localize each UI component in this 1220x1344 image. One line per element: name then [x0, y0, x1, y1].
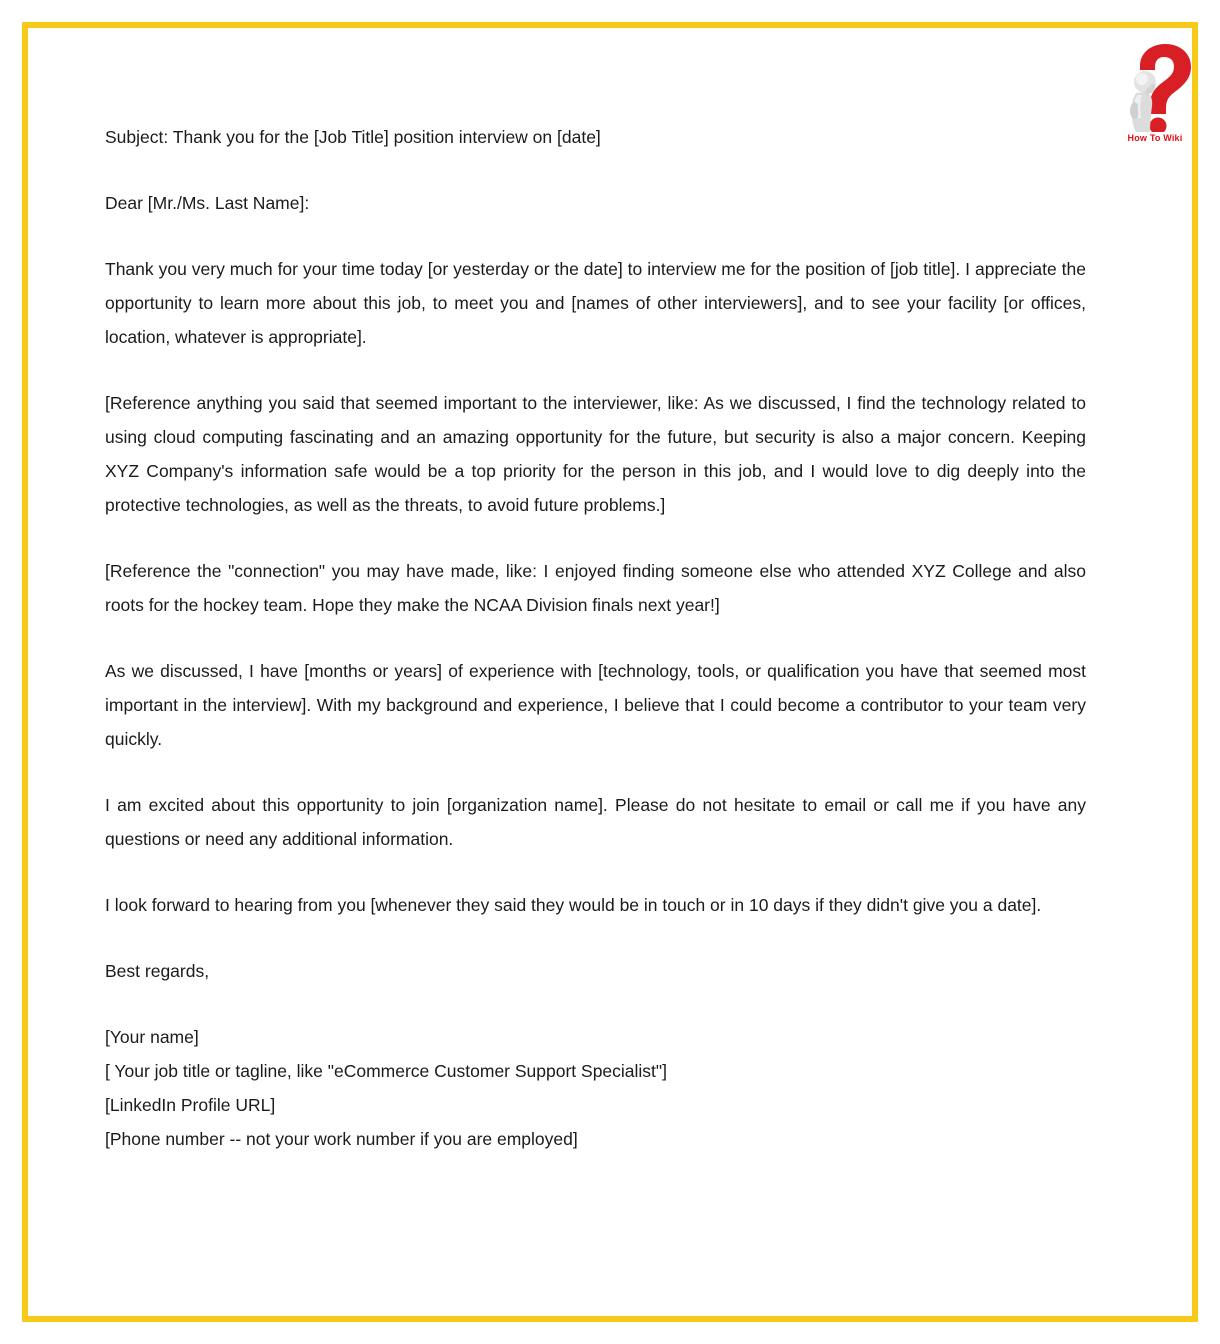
body-paragraph-4: As we discussed, I have [months or years] of experience with [technology, tools, or qualification you have that seemed most important in the interview]. With my background and experience, I believe that I could become a contributor to your team very quickly.	[105, 661, 1086, 749]
letter-body	[105, 120, 1086, 1156]
how-to-wiki-logo	[1112, 42, 1198, 154]
signature-line-linkedin: [LinkedIn Profile URL]	[105, 1095, 276, 1115]
logo-caption: How To Wiki	[1127, 133, 1183, 143]
question-mark-icon	[1112, 42, 1198, 132]
subject-line: Subject: Thank you for the [Job Title] position interview on [date]	[105, 127, 601, 147]
body-paragraph-1: Thank you very much for your time today [or yesterday or the date] to interview me for the position of [job title]. I appreciate the opportunity to learn more about this job, to meet you and [names of other interviewers], and to see your facility [or offices, location, whatever is appropriate].	[105, 259, 1086, 347]
signature-line-phone: [Phone number -- not your work number if you are employed]	[105, 1129, 578, 1149]
closing-line: Best regards,	[105, 961, 210, 981]
salutation-line: Dear [Mr./Ms. Last Name]:	[105, 193, 310, 213]
signature-line-title: [ Your job title or tagline, like "eCommerce Customer Support Specialist"]	[105, 1061, 667, 1081]
body-paragraph-3: [Reference the "connection" you may have made, like: I enjoyed finding someone else who attended XYZ College and also roots for the hockey team. Hope they make the NCAA Division finals next year!]	[105, 561, 1086, 615]
signature-line-name: [Your name]	[105, 1027, 199, 1047]
body-paragraph-2: [Reference anything you said that seemed important to the interviewer, like: As we discussed, I find the technology related to using cloud computing fascinating and an amazing opportunity for the future, but security is also a major concern. Keeping XYZ Company's information safe would be a top priority for the person in this job, and I would love to dig deeply into the protective technologies, as well as the threats, to avoid future problems.]	[105, 393, 1086, 515]
body-paragraph-5: I am excited about this opportunity to join [organization name]. Please do not hesitate to email or call me if you have any questions or need any additional information.	[105, 795, 1086, 849]
signature-block	[105, 1020, 1086, 1156]
body-paragraph-6: I look forward to hearing from you [whenever they said they would be in touch or in 10 days if they didn't give you a date].	[105, 895, 1042, 915]
